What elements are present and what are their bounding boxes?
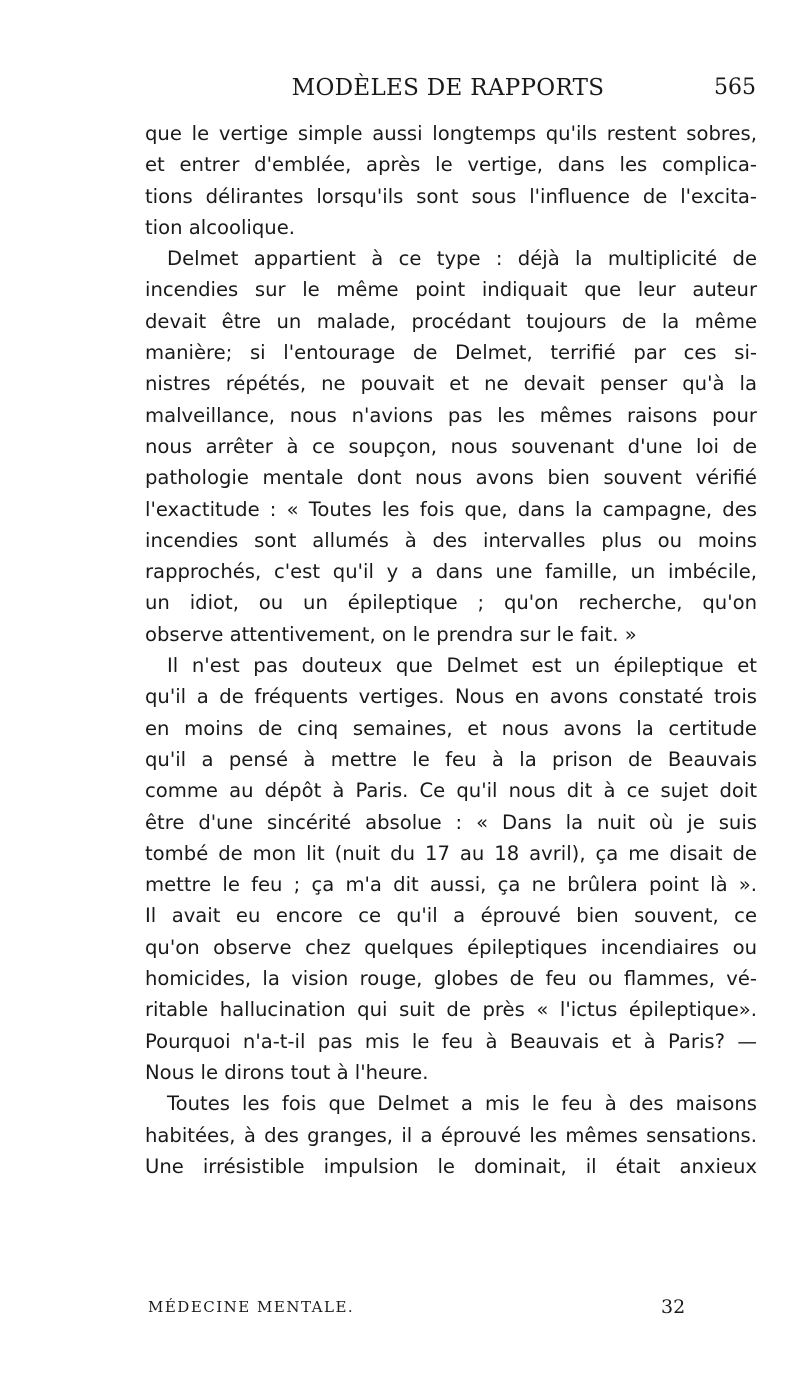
text-line: mettre le feu ; ça m'a dit aussi, ça ne brûlera point là ». [145,873,757,897]
text-line: Il avait eu encore ce qu'il a éprouvé bien souvent, ce [145,904,757,928]
body-text [145,118,757,1182]
text-line: tombé de mon lit (nuit du 17 au 18 avril), ça me disait de [145,841,757,865]
text-line: Il n'est pas douteux que Delmet est un épileptique et [167,654,757,678]
text-line: incendies sont allumés à des intervalles plus ou moins [145,528,757,552]
text-line: nistres répétés, ne pouvait et ne devait penser qu'à la [145,372,757,396]
text-line: manière; si l'entourage de Delmet, terrifié par ces si- [145,341,757,365]
text-line: rapprochés, c'est qu'il y a dans une famille, un imbécile, [145,560,757,584]
text-line: habitées, à des granges, il a éprouvé les mêmes sensations. [145,1123,757,1147]
text-line: Nous le dirons tout à l'heure. [145,1060,429,1084]
text-line: être d'une sincérité absolue : « Dans la nuit où je suis [145,810,757,834]
text-line: incendies sur le même point indiquait que leur auteur [145,278,757,302]
text-line: l'exactitude : « Toutes les fois que, dans la campagne, des [145,497,757,521]
text-line: Une irrésistible impulsion le dominait, il était anxieux [145,1154,757,1178]
text-line: et entrer d'emblée, après le vertige, dans les complica- [145,153,757,177]
text-line: comme au dépôt à Paris. Ce qu'il nous dit à ce sujet doit [145,779,757,803]
text-line: tions délirantes lorsqu'ils sont sous l'influence de l'excita- [145,184,757,208]
text-line: Pourquoi n'a-t-il pas mis le feu à Beauvais et à Paris? — [145,1029,757,1053]
text-line: ritable hallucination qui suit de près « l'ictus épileptique». [145,998,757,1022]
text-line: un idiot, ou un épileptique ; qu'on recherche, qu'on [145,591,757,615]
running-title: MODÈLES DE RAPPORTS [291,75,605,101]
text-line: observe attentivement, on le prendra sur le fait. » [145,622,637,646]
text-line: en moins de cinq semaines, et nous avons la certitude [145,716,757,740]
text-line: qu'il a pensé à mettre le feu à la prison de Beauvais [145,747,757,771]
signature-mark: 32 [661,1296,686,1318]
text-line: pathologie mentale dont nous avons bien souvent vérifié [145,466,757,490]
text-line: nous arrêter à ce soupçon, nous souvenant d'une loi de [145,434,757,458]
text-line: que le vertige simple aussi longtemps qu'ils restent sobres, [145,122,757,145]
text-line: devait être un malade, procédant toujours de la même [145,309,757,333]
text-line: qu'on observe chez quelques épileptiques incendiaires ou [145,935,757,959]
page-header [140,72,756,104]
page-number: 565 [714,75,756,100]
text-line: tion alcoolique. [145,215,295,239]
text-line: Delmet appartient à ce type : déjà la multiplicité de [167,247,757,271]
text-line: homicides, la vision rouge, globes de feu ou flammes, vé- [145,967,757,991]
footer-title: MÉDECINE MENTALE. [148,1298,355,1316]
page-footer [148,1293,708,1321]
text-line: Toutes les fois que Delmet a mis le feu à des maisons [167,1092,757,1116]
text-line: qu'il a de fréquents vertiges. Nous en avons constaté trois [145,685,757,709]
text-line: malveillance, nous n'avions pas les mêmes raisons pour [145,403,757,427]
